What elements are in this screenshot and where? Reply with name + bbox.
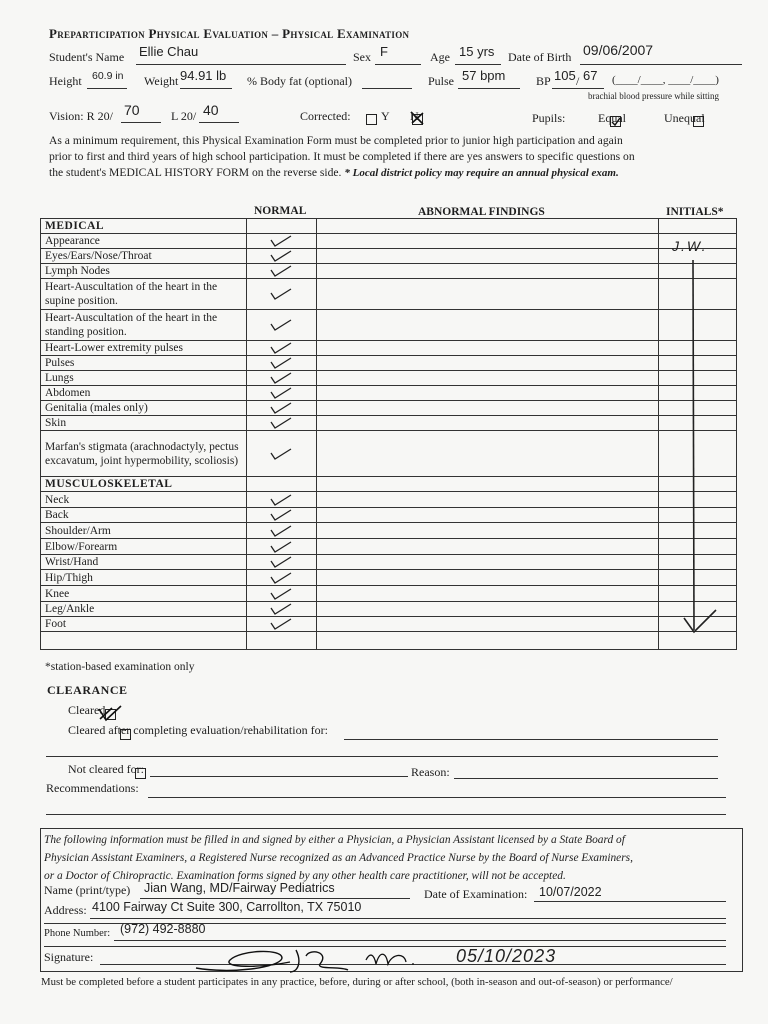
normal-check-icon [269,602,293,616]
abnormal-findings-cell[interactable] [317,508,659,523]
normal-check-icon [269,416,293,430]
table-row [41,310,737,341]
normal-cell[interactable] [247,492,317,508]
normal-check-icon [269,540,293,554]
address-field[interactable]: 4100 Fairway Ct Suite 300, Carrollton, TX 75010 [92,900,362,914]
exam-item-label: Pulses [41,356,247,371]
exam-item-label: Abdomen [41,386,247,401]
abnormal-findings-cell[interactable] [317,416,659,431]
category-label: MUSCULOSKELETAL [41,477,247,492]
pulse-label: Pulse [428,74,455,88]
initials-cell [659,219,737,234]
sex-field[interactable]: F [380,44,388,59]
exam-item-label: Heart-Lower extremity pulses [41,341,247,356]
dob-field[interactable]: 09/06/2007 [583,42,654,58]
abnormal-findings-cell[interactable] [317,234,659,249]
normal-cell[interactable] [247,371,317,386]
table-row [41,570,737,586]
normal-check-icon [269,524,293,538]
bp-slash: / [576,74,580,88]
normal-cell[interactable] [247,555,317,570]
bp-note: brachial blood pressure while sitting [588,91,719,101]
abnormal-findings-cell[interactable] [317,586,659,602]
exam-item-label: Leg/Ankle [41,602,247,617]
table-category-row [41,219,737,234]
normal-check-icon [269,371,293,385]
physician-name-field[interactable]: Jian Wang, MD/Fairway Pediatrics [144,881,335,895]
normal-cell[interactable] [247,249,317,264]
table-row [41,508,737,523]
abnormal-findings-cell[interactable] [317,249,659,264]
physician-notice-1: The following information must be filled in and signed by either a Physician, a Physician Assistant licensed by a State Board of [44,834,625,846]
abnormal-findings-cell[interactable] [317,523,659,539]
exam-item-label: Elbow/Forearm [41,539,247,555]
abnormal-findings-cell[interactable] [317,386,659,401]
exam-item-label: Appearance [41,234,247,249]
table-category-row [41,477,737,492]
table-row [41,371,737,386]
abnormal-findings-cell[interactable] [317,431,659,477]
table-row [41,431,737,477]
bp-extra-readings: (____/____, ____/____) [612,74,719,86]
normal-cell[interactable] [247,570,317,586]
exam-item-label: Heart-Auscultation of the heart in the standing position. [41,310,247,341]
weight-field[interactable]: 94.91 lb [180,68,227,83]
corrected-label: Corrected: [300,109,351,123]
exam-item-label: Knee [41,586,247,602]
phone-field[interactable]: (972) 492-8880 [120,922,206,936]
normal-check-icon [269,234,293,248]
table-row [41,279,737,310]
abnormal-findings-cell[interactable] [317,341,659,356]
exam-item-label: Genitalia (males only) [41,401,247,416]
not-cleared-label: Not cleared for: [68,762,144,776]
abnormal-findings-cell[interactable] [317,555,659,570]
intro-line-3 [49,165,741,181]
student-name-field[interactable]: Ellie Chau [139,44,199,59]
col-header-initials: INITIALS* [666,206,724,218]
initials-field[interactable]: J.W. [672,238,708,254]
exam-item-label: Lymph Nodes [41,264,247,279]
abnormal-findings-cell[interactable] [317,310,659,341]
normal-cell[interactable] [247,264,317,279]
normal-check-icon [269,571,293,585]
normal-cell[interactable] [247,386,317,401]
student-name-label: Student's Name [49,50,125,64]
table-row [41,249,737,264]
normal-cell[interactable] [247,523,317,539]
normal-check-icon [269,249,293,263]
exam-item-label: Eyes/Ears/Nose/Throat [41,249,247,264]
age-field[interactable]: 15 yrs [459,44,495,59]
normal-check-icon [269,356,293,370]
table-row [41,602,737,617]
col-header-abnormal: ABNORMAL FINDINGS [418,206,545,218]
table-footnote: *station-based examination only [45,661,195,673]
table-row [41,416,737,431]
exam-item-label: Wrist/Hand [41,555,247,570]
corrected-yes-label: Y [381,109,390,123]
bp-systolic-field[interactable]: 105 [554,68,576,83]
exam-item-label: Marfan's stigmata (arachnodactyly, pectus excavatum, joint hypermobility, scoliosis) [41,431,247,477]
normal-check-icon [269,318,293,332]
bp-diastolic-field[interactable]: 67 [583,68,598,83]
pupils-label: Pupils: [532,111,566,125]
intro-line-2: prior to first and third years of high school participation. It must be completed if there are yes answers to specific questions on [49,150,635,163]
dob-label: Date of Birth [508,50,572,64]
cleared-after-label: Cleared after completing evaluation/rehabilitation for: [68,723,328,737]
table-row [41,234,737,249]
vision-left-field[interactable]: 40 [203,102,219,118]
corrected-no-label: N [410,109,419,123]
normal-check-icon [269,617,293,631]
normal-check-icon [269,447,293,461]
pupils-equal-label: Equal [598,111,626,125]
table-row [41,401,737,416]
intro-line-1: As a minimum requirement, this Physical Examination Form must be completed prior to junior high participation and again [49,134,623,147]
normal-cell[interactable] [247,617,317,632]
exam-item-label: Shoulder/Arm [41,523,247,539]
physician-name-label: Name (print/type) [44,883,131,897]
abnormal-findings-cell[interactable] [317,570,659,586]
footer-note: Must be completed before a student participates in any practice, before, during or after school, (both in-season and out-of-season) or performance/ [41,976,673,988]
table-row [41,356,737,371]
normal-check-icon [269,493,293,507]
exam-item-label: Skin [41,416,247,431]
normal-cell[interactable] [247,416,317,431]
table-row [41,586,737,602]
physician-notice-2: Physician Assistant Examiners, a Registered Nurse recognized as an Advanced Practice Nurse by the Board of Nurse Examiners, [44,852,633,864]
table-row [41,555,737,570]
normal-cell[interactable] [247,586,317,602]
table-row [41,264,737,279]
table-row [41,539,737,555]
normal-cell [247,219,317,234]
form-title: Preparticipation Physical Evaluation – Physical Examination [49,26,410,41]
normal-cell[interactable] [247,279,317,310]
physician-notice-3: or a Doctor of Chiropractic. Examination forms signed by any other health care practitioner, will not be accepted. [44,870,566,882]
normal-cell[interactable] [247,356,317,371]
table-row [41,386,737,401]
normal-check-icon [269,341,293,355]
abnormal-findings-cell[interactable] [317,602,659,617]
abnormal-findings-cell[interactable] [317,632,659,650]
phone-label: Phone Number: [44,928,111,939]
exam-item-label: Heart-Auscultation of the heart in the supine position. [41,279,247,310]
exam-item-label: Neck [41,492,247,508]
exam-item-label: Back [41,508,247,523]
normal-cell[interactable] [247,234,317,249]
corrected-yes-checkbox[interactable] [366,114,377,125]
exam-table [40,218,737,650]
normal-check-icon [269,587,293,601]
exam-item-label: Foot [41,617,247,632]
abnormal-findings-cell[interactable] [317,279,659,310]
normal-cell[interactable] [247,401,317,416]
abnormal-findings-cell[interactable] [317,264,659,279]
bp-label: BP [536,74,551,88]
intro-line-3b: * Local district policy may require an annual physical exam. [344,167,619,179]
abnormal-findings-cell[interactable] [317,401,659,416]
exam-date-field[interactable]: 10/07/2022 [539,885,602,899]
physician-signature-icon[interactable] [190,938,460,976]
abnormal-findings-cell[interactable] [317,617,659,632]
table-row [41,632,737,650]
exam-item-label [41,632,247,650]
category-label: MEDICAL [41,219,247,234]
recommendations-label: Recommendations: [46,781,139,795]
normal-check-icon [269,555,293,569]
normal-check-icon [269,401,293,415]
abnormal-findings-cell[interactable] [317,371,659,386]
abnormal-findings-cell [317,219,659,234]
signature-label: Signature: [44,950,94,964]
table-row [41,617,737,632]
normal-check-icon [269,264,293,278]
clearance-heading: CLEARANCE [47,683,128,697]
abnormal-findings-cell[interactable] [317,539,659,555]
normal-check-icon [269,287,293,301]
height-field[interactable]: 60.9 in [92,70,124,82]
height-label: Height [49,74,82,88]
exam-item-label: Lungs [41,371,247,386]
abnormal-findings-cell[interactable] [317,492,659,508]
vision-left-label: L 20/ [171,109,197,123]
address-label: Address: [44,903,87,917]
pupils-unequal-label: Unequal [664,111,705,125]
vision-right-field[interactable]: 70 [124,102,140,118]
sex-label: Sex [353,50,371,64]
cleared-label: Cleared [68,703,106,717]
bodyfat-label: % Body fat (optional) [247,74,352,88]
normal-cell[interactable] [247,602,317,617]
cleared-checkbox[interactable] [105,709,116,720]
signature-date-field[interactable]: 05/10/2023 [456,946,557,966]
table-row [41,523,737,539]
normal-cell[interactable] [247,632,317,650]
weight-label: Weight [144,74,179,88]
intro-paragraph [49,133,741,181]
intro-line-3a: the student's MEDICAL HISTORY FORM on the reverse side. [49,166,342,179]
reason-label: Reason: [411,765,450,779]
col-header-normal: NORMAL [254,205,307,217]
age-label: Age [430,50,450,64]
initials-continuation-line-icon [680,258,720,638]
normal-check-icon [269,386,293,400]
table-row [41,492,737,508]
normal-cell[interactable] [247,539,317,555]
normal-cell[interactable] [247,341,317,356]
normal-cell[interactable] [247,310,317,341]
exam-item-label: Hip/Thigh [41,570,247,586]
normal-check-icon [269,508,293,522]
pulse-field[interactable]: 57 bpm [462,68,506,83]
exam-date-label: Date of Examination: [424,887,528,901]
abnormal-findings-cell[interactable] [317,356,659,371]
normal-cell[interactable] [247,431,317,477]
normal-cell [247,477,317,492]
vision-right-label: Vision: R 20/ [49,109,113,123]
normal-cell[interactable] [247,508,317,523]
abnormal-findings-cell [317,477,659,492]
table-row [41,341,737,356]
